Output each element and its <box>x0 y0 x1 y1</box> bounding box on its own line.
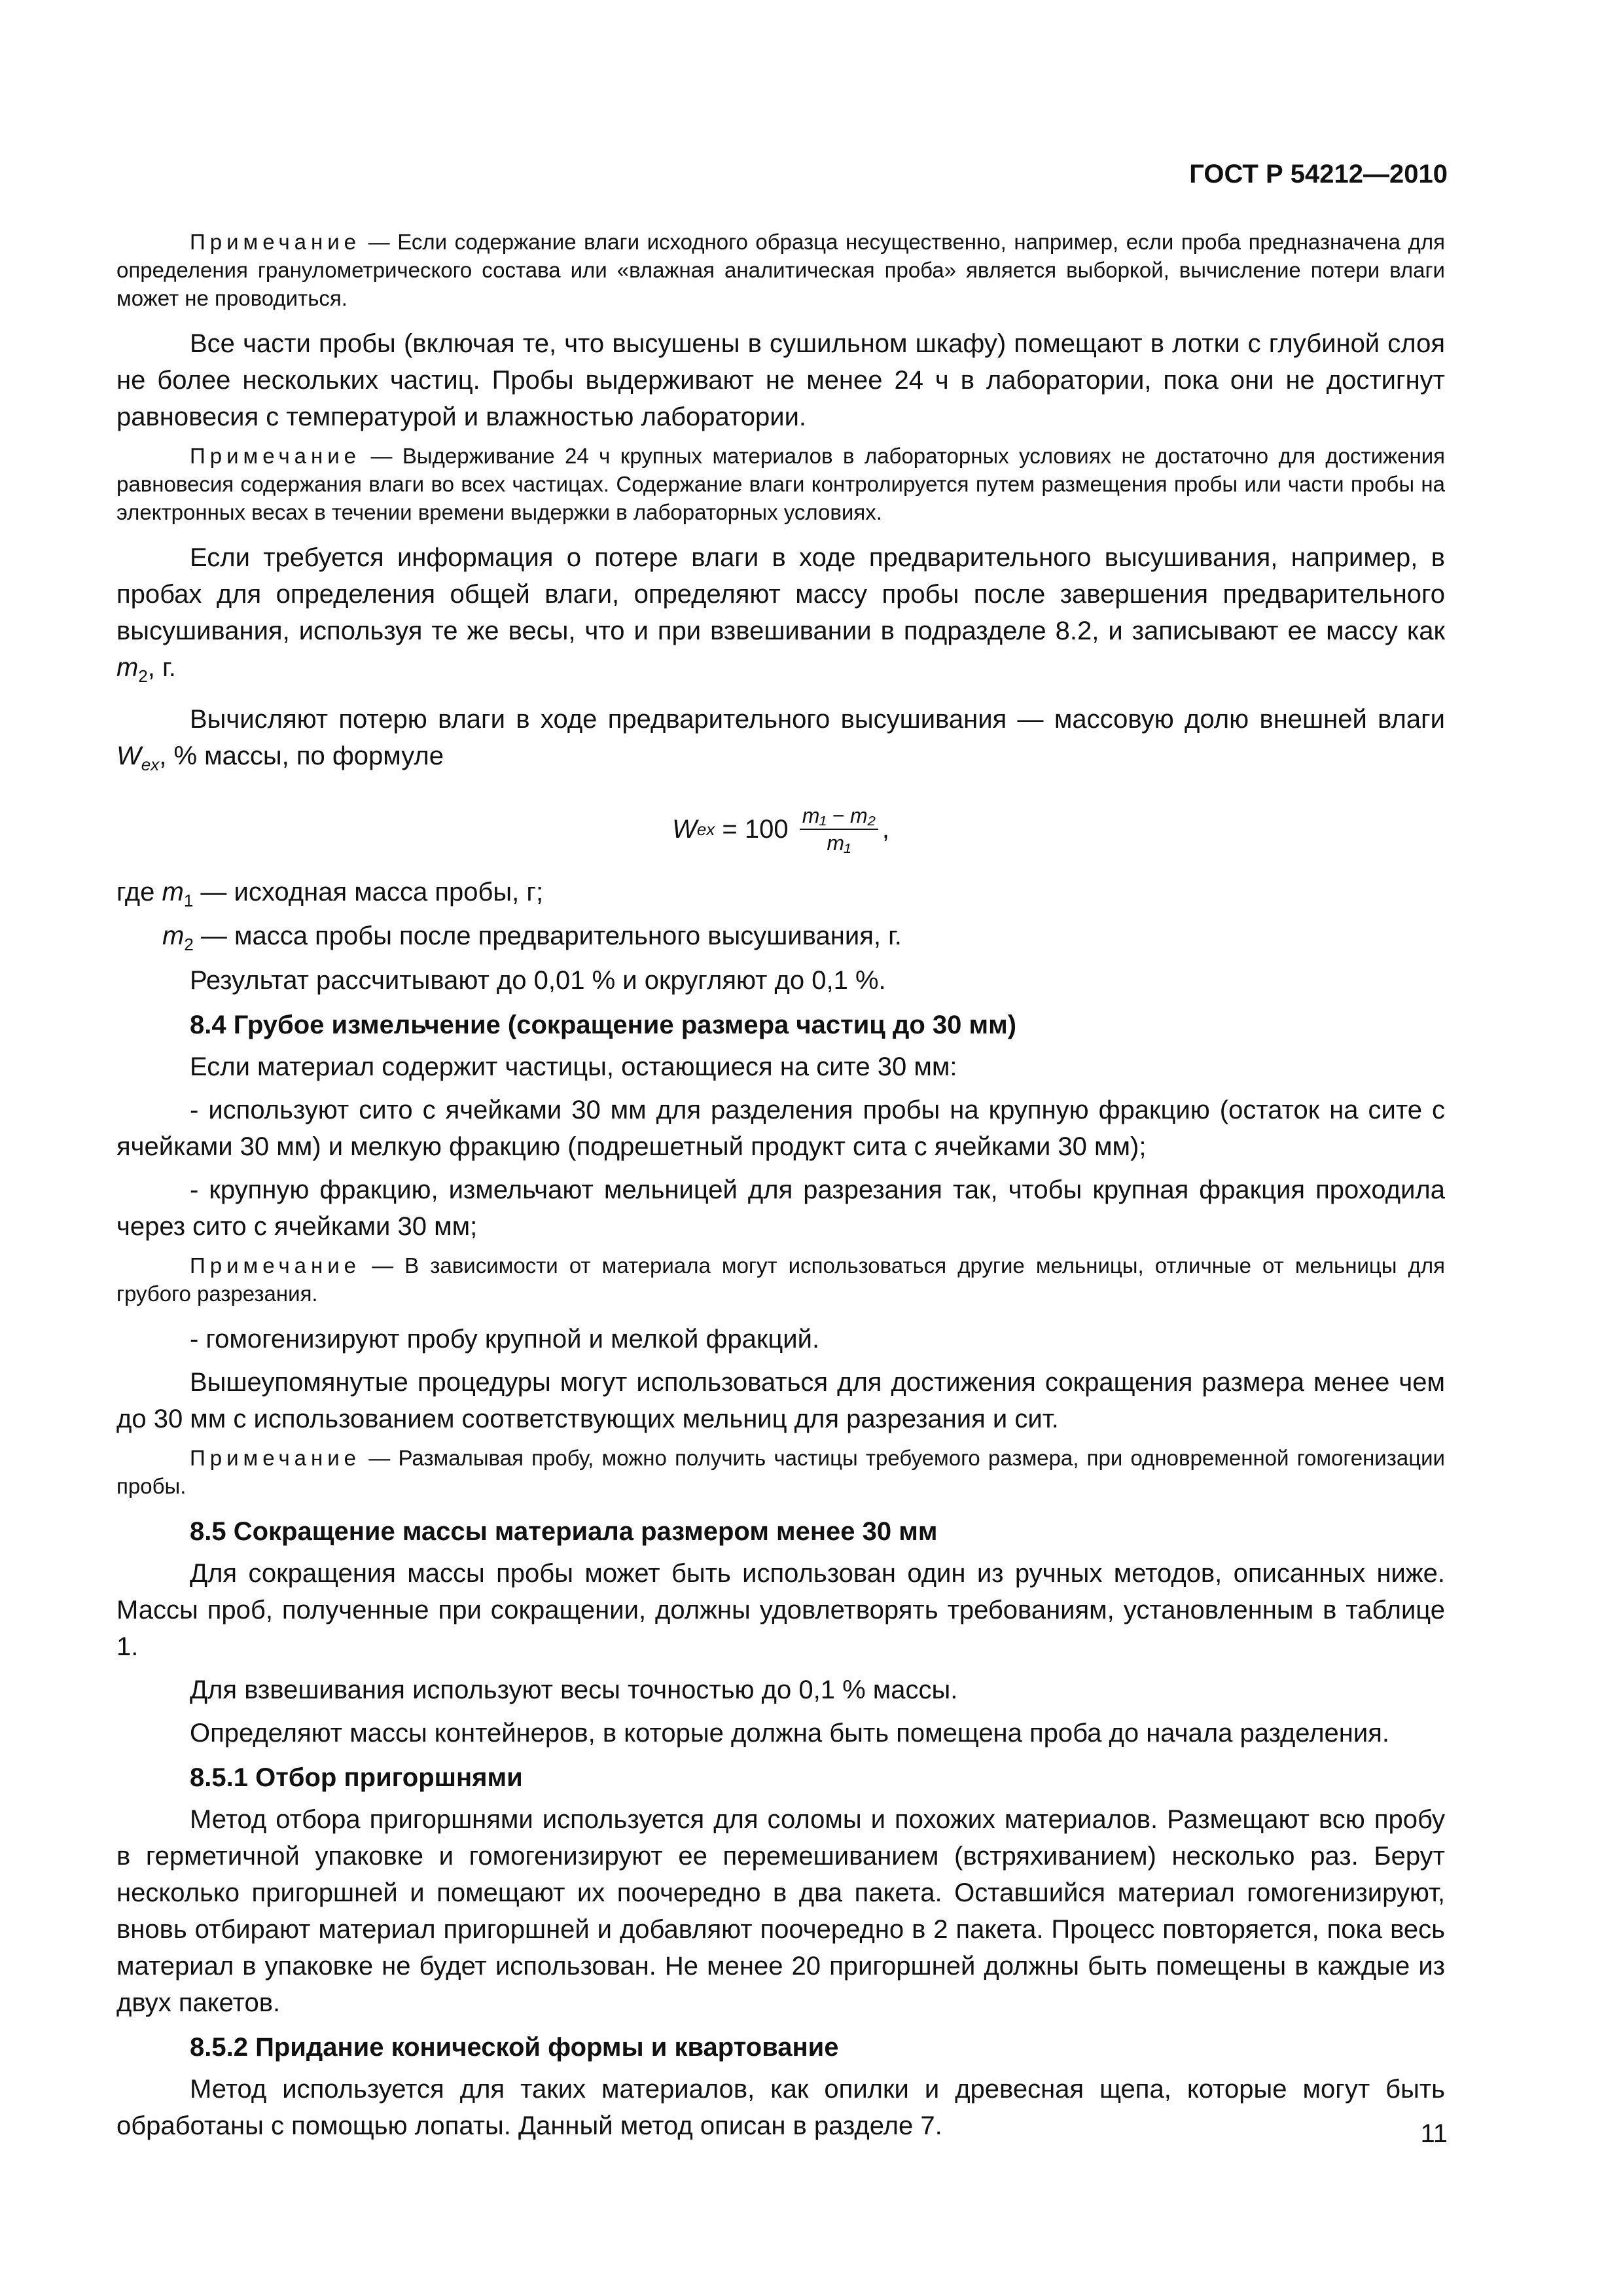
note-3-text: — В зависимости от материала могут использоваться другие мельницы, отличные от мельницы для грубого разрезания. <box>116 1253 1445 1306</box>
document-header-id: ГОСТ Р 54212—2010 <box>1189 160 1448 188</box>
formula-denominator: m₁ <box>827 831 851 855</box>
formula-eq: = 100 <box>715 815 796 844</box>
formula-fraction <box>800 802 878 856</box>
formula-lhs-sub-text: ex <box>696 819 715 839</box>
page-number: 11 <box>1420 2119 1448 2148</box>
var-m: m <box>162 878 184 906</box>
section-heading-8-5-1: 8.5.1 Отбор пригоршнями <box>190 1763 523 1792</box>
var-sub: 2 <box>184 935 194 954</box>
var-sub: 1 <box>183 891 194 910</box>
definition-m2 <box>116 918 1445 962</box>
paragraph-4: Результат рассчитывают до 0,01 % и округляют до 0,1 %. <box>190 966 886 995</box>
list-item-1: - используют сито с ячейками 30 мм для разделения пробы на крупную фракцию (остаток на сите с ячейками 30 мм) и мелкую фракцию (подрешетный продукт сита с ячейками 30 мм); <box>116 1096 1445 1161</box>
paragraph-3-end: , % массы, по формуле <box>159 742 444 770</box>
paragraph-6: Вышеупомянутые процедуры могут использоваться для достижения сокращения размера менее чем до 30 мм с использованием соответствующих мельниц для разрезания и сит. <box>116 1368 1445 1433</box>
note-1 <box>116 228 1445 312</box>
note-label: Примечание <box>190 230 361 254</box>
definition-m1 <box>116 874 1445 918</box>
section-heading-8-5-2: 8.5.2 Придание конической формы и квартование <box>190 2033 839 2062</box>
paragraph-2 <box>116 539 1445 694</box>
note-4 <box>116 1444 1445 1500</box>
note-label: Примечание <box>190 1253 361 1278</box>
paragraph-9: Определяют массы контейнеров, в которые должна быть помещена проба до начала разделения. <box>190 1719 1390 1748</box>
var-w: W <box>116 742 141 770</box>
note-1-text: — Если содержание влаги исходного образца несущественно, например, если проба предназначена для определения гранулометрического состава или «влажная аналитическая проба» является выборкой, вычисление потери влаги может не проводиться. <box>116 230 1445 310</box>
section-heading-8-4: 8.4 Грубое измельчение (сокращение размера частиц до 30 мм) <box>190 1011 1017 1039</box>
formula-lhs-sub <box>697 814 715 844</box>
formula-wex <box>116 802 1445 856</box>
formula-numerator: m₁ − m₂ <box>800 802 878 830</box>
var-sub <box>141 755 159 774</box>
list-item-3: - гомогенизируют пробу крупной и мелкой фракций. <box>190 1325 820 1354</box>
paragraph-5: Если материал содержит частицы, остающиеся на сите 30 мм: <box>190 1052 957 1081</box>
note-label: Примечание <box>190 444 361 468</box>
var-sub: 2 <box>138 666 148 686</box>
formula-end: , <box>882 815 889 844</box>
section-heading-8-5: 8.5 Сокращение массы материала размером менее 30 мм <box>190 1517 938 1546</box>
paragraph-2-end: , г. <box>147 653 176 682</box>
paragraph-1: Все части пробы (включая те, что высушены в сушильном шкафу) помещают в лотки с глубиной слоя не более нескольких частиц. Пробы выдерживают не менее 24 ч в лаборатории, пока они не достигнут равновесия с температурой и влажностью лаборатории. <box>116 329 1445 431</box>
note-label: Примечание <box>190 1446 361 1470</box>
paragraph-2-text: Если требуется информация о потере влаги в ходе предварительного высушивания, например, в пробах для определения общей влаги, определяют массу пробы после завершения предварительного высушивания, используя те же весы, что и при взвешивании в подразделе 8.2, и записывают ее массу как <box>116 543 1445 645</box>
var-m: m <box>162 922 185 950</box>
paragraph-11: Метод используется для таких материалов, как опилки и древесная щепа, которые могут быть обработаны с помощью лопаты. Данный метод описан в разделе 7. <box>116 2075 1445 2140</box>
paragraph-3-text: Вычисляют потерю влаги в ходе предварительного высушивания — массовую долю внешней влаги <box>190 705 1445 734</box>
definition-text: — исходная масса пробы, г; <box>193 878 544 906</box>
note-3 <box>116 1251 1445 1308</box>
var-m: m <box>116 653 139 682</box>
paragraph-10: Метод отбора пригоршнями используется для соломы и похожих материалов. Размещают всю пробу в герметичной упаковке и гомогенизируют ее перемешиванием (встряхиванием) несколько раз. Берут несколько пригоршней и помещают их поочередно в два пакета. Оставшийся материал гомогенизируют, вновь отбирают материал пригоршней и добавляют поочередно в 2 пакета. Процесс повторяется, пока весь материал в упаковке не будет использован. Не менее 20 пригоршней должны быть помещены в каждые из двух пакетов. <box>116 1805 1445 2017</box>
paragraph-8: Для взвешивания используют весы точностью до 0,1 % массы. <box>190 1676 958 1704</box>
definition-prefix: где <box>116 878 162 906</box>
note-4-text: — Размалывая пробу, можно получить частицы требуемого размера, при одновременной гомогенизации пробы. <box>116 1446 1445 1498</box>
page-content <box>116 228 1445 2151</box>
paragraph-7: Для сокращения массы пробы может быть использован один из ручных методов, описанных ниже. Массы проб, полученные при сокращении, должны удовлетворять требованиям, установленным в таблице 1. <box>116 1559 1445 1661</box>
definition-text: — масса пробы после предварительного высушивания, г. <box>193 922 902 950</box>
note-2-text: — Выдерживание 24 ч крупных материалов в лабораторных условиях не достаточно для достижения равновесия содержания влаги во всех частицах. Содержание влаги контролируется путем размещения пробы или части пробы на электронных весах в течении времени выдержки в лабораторных условиях. <box>116 444 1445 524</box>
paragraph-3 <box>116 701 1445 783</box>
list-item-2: - крупную фракцию, измельчают мельницей для разрезания так, чтобы крупная фракция проходила через сито с ячейками 30 мм; <box>116 1175 1445 1241</box>
var-sub-text: ex <box>141 755 160 774</box>
note-2 <box>116 442 1445 526</box>
formula-lhs: W <box>672 815 697 844</box>
